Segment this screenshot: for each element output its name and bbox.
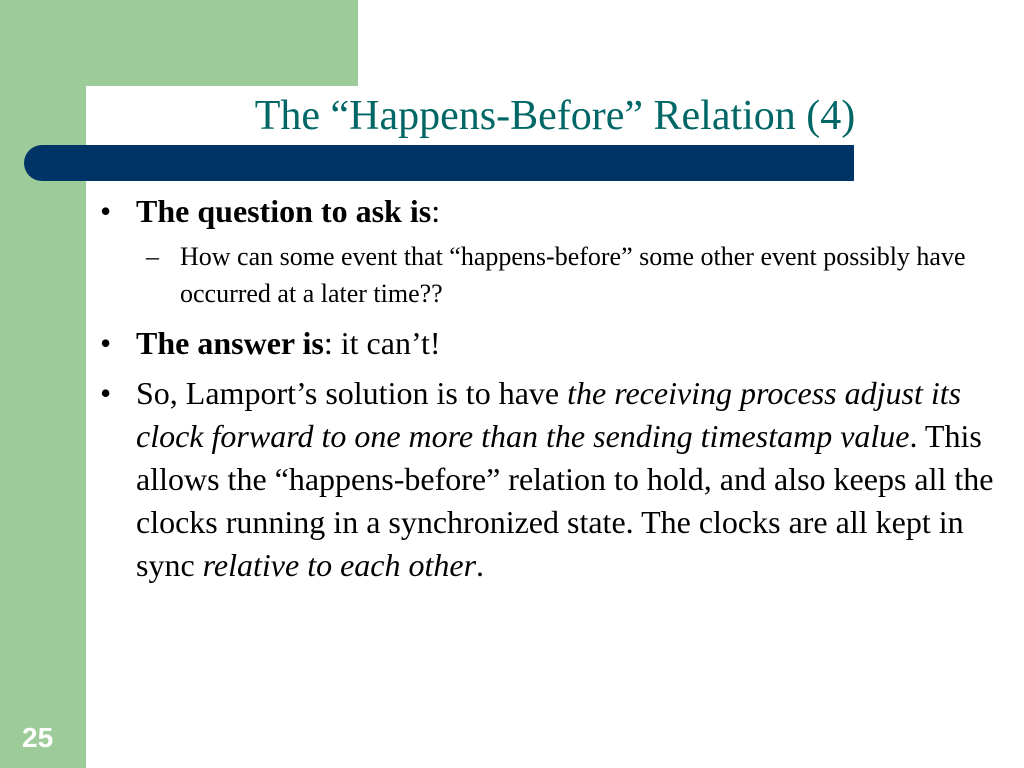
slide-number: 25	[22, 722, 54, 753]
green-sidebar	[0, 0, 86, 768]
sub-bullet-question	[100, 238, 1015, 312]
slide-title: The “Happens-Before” Relation (4)	[254, 93, 856, 139]
green-top-band	[0, 0, 358, 86]
title-underline-bar	[24, 145, 854, 181]
bullet-solution-italic: the receiving process adjust its clock forward to one more than the sending timestamp value	[136, 375, 962, 454]
sub-bullet-text: How can some event that “happens-before” some other event possibly have occurred at a later time??	[180, 242, 966, 308]
bullet-solution-text-middle: . This allows the “happens-before” relation to hold, and also keeps all the clocks running in a synchronized state. The clocks are all kept in sync	[136, 418, 994, 583]
bullet-solution-italic-end: relative to each other	[202, 547, 477, 583]
bullet-question-bold: The question to ask is	[136, 193, 432, 229]
bullet-solution-text-end: .	[476, 547, 485, 583]
bullet-answer-bold: The answer is	[136, 325, 324, 361]
bullet-answer-rest: : it can’t!	[323, 325, 441, 361]
bullet-marker: •	[100, 375, 112, 411]
dash-marker: –	[146, 242, 159, 271]
bullet-solution	[100, 372, 1015, 587]
bullet-answer	[100, 322, 1015, 365]
bullet-question-rest: :	[431, 193, 441, 229]
bullet-marker: •	[100, 325, 112, 361]
bullet-solution-text-before: So, Lamport’s solution is to have	[136, 375, 568, 411]
slide-content	[100, 190, 1015, 594]
bullet-question	[100, 190, 1015, 233]
bullet-marker: •	[100, 193, 112, 229]
